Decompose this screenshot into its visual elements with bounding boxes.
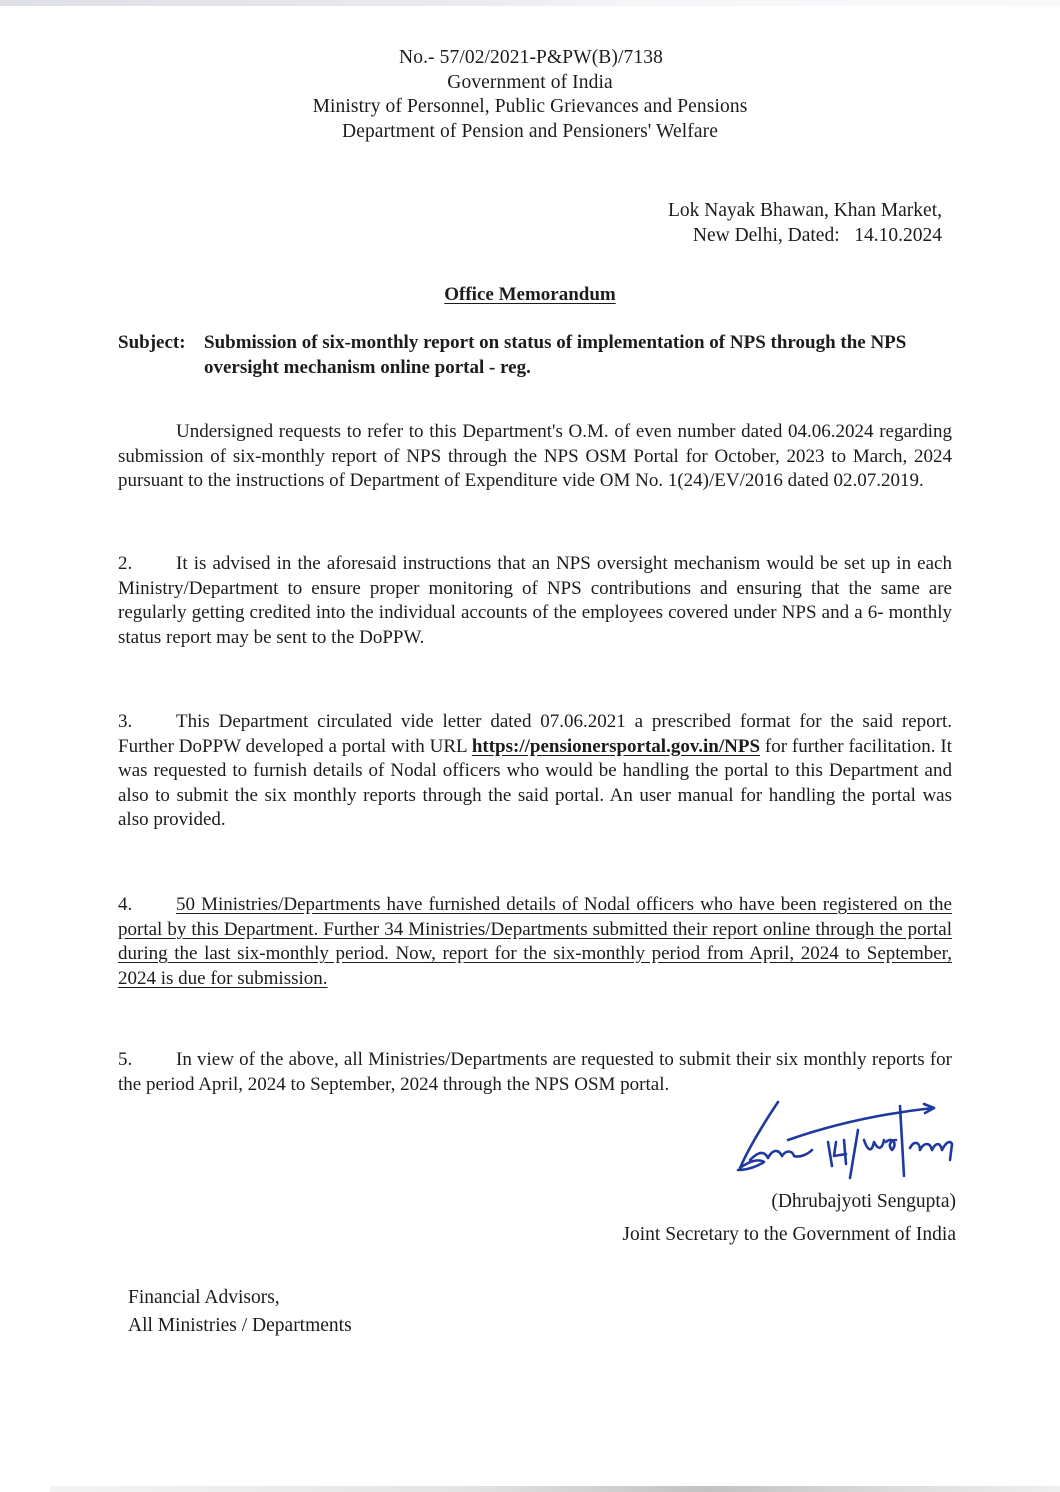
subject-label: Subject: [118, 332, 186, 353]
paragraph-5 [118, 1048, 952, 1097]
date-line [668, 224, 942, 249]
addressee-line-1: Financial Advisors, [128, 1287, 280, 1308]
date-label: New Delhi, Dated: [692, 224, 840, 246]
paragraph-1-text: Undersigned requests to refer to this Department's O.M. of even number dated 04.06.2024 regarding submission of six-monthly report of NPS through the NPS OSM Portal for October, 2023 to March, 2024 pursuant to the instructions of Department of Expenditure vide OM No. 1(24)/EV/2016 dated 02.07.2019. [118, 421, 952, 491]
ministry-name: Ministry of Personnel, Public Grievances and Pensions [312, 96, 748, 117]
scan-edge-bottom [50, 1486, 1060, 1492]
department-name: Department of Pension and Pensioners' Welfare [342, 120, 718, 142]
paragraph-number: 4. [118, 894, 133, 915]
government-name: Government of India [447, 71, 613, 93]
paragraph-number: 5. [118, 1049, 133, 1070]
addressee-block [128, 1284, 352, 1340]
portal-url-link[interactable]: https://pensionersportal.gov.in/NPS [471, 735, 761, 757]
paragraph-2-text: It is advised in the aforesaid instructions that an NPS oversight mechanism would be set up in each Ministry/Department to ensure proper monitoring of NPS contributions and ensuring that the same are regularly getting credited into the individual accounts of the employees covered under NPS and a 6- monthly status report may be sent to the DoPPW. [118, 553, 952, 648]
paragraph-3-text-a: This Department circulated vide letter dated 07.06.2021 a prescribed format for the said report. Further DoPPW developed a portal with URL [118, 711, 952, 757]
memo-title: Office Memorandum [444, 284, 616, 305]
signatory-designation: Joint Secretary to the Government of India [622, 1224, 956, 1245]
handwritten-signature-icon [728, 1100, 968, 1180]
address-line: Lok Nayak Bhawan, Khan Market, [668, 200, 942, 221]
addressee-line-2: All Ministries / Departments [128, 1315, 352, 1336]
memo-date: 14.10.2024 [854, 224, 942, 246]
scan-edge-top [0, 0, 1060, 6]
office-address [668, 199, 942, 248]
subject-text: Submission of six-monthly report on status of implementation of NPS through the NPS oversight mechanism online portal - reg. [204, 332, 907, 378]
paragraph-4-text: 50 Ministries/Departments have furnished details of Nodal officers who have been registered on the portal by this Department. Further 34 Ministries/Departments submitted their report online through the portal during the last six-monthly period. Now, report for the six-monthly period from April, 2024 to September, 2024 is due for submission. [118, 894, 952, 989]
paragraph-1 [118, 420, 952, 494]
paragraph-number: 3. [118, 711, 133, 732]
paragraph-3-text-b: for further facilitation. It was requested to furnish details of Nodal officers who would be handling the portal to this Department and also to submit the six monthly reports through the said portal. An user manual for handling the portal was also provided. [118, 735, 952, 830]
paragraph-number: 2. [118, 553, 133, 574]
subject-block [118, 330, 958, 380]
paragraph-4 [118, 893, 952, 991]
paragraph-2 [118, 552, 952, 650]
signatory-block [622, 1185, 956, 1251]
letterhead [0, 46, 1060, 144]
paragraph-3 [118, 710, 952, 833]
file-number: No.- 57/02/2021-P&PW(B)/7138 [399, 47, 663, 68]
signatory-name: (Dhrubajyoti Sengupta) [771, 1191, 956, 1212]
paragraph-5-text: In view of the above, all Ministries/Departments are requested to submit their six monthly reports for the period April, 2024 to September, 2024 through the NPS OSM portal. [118, 1049, 952, 1095]
